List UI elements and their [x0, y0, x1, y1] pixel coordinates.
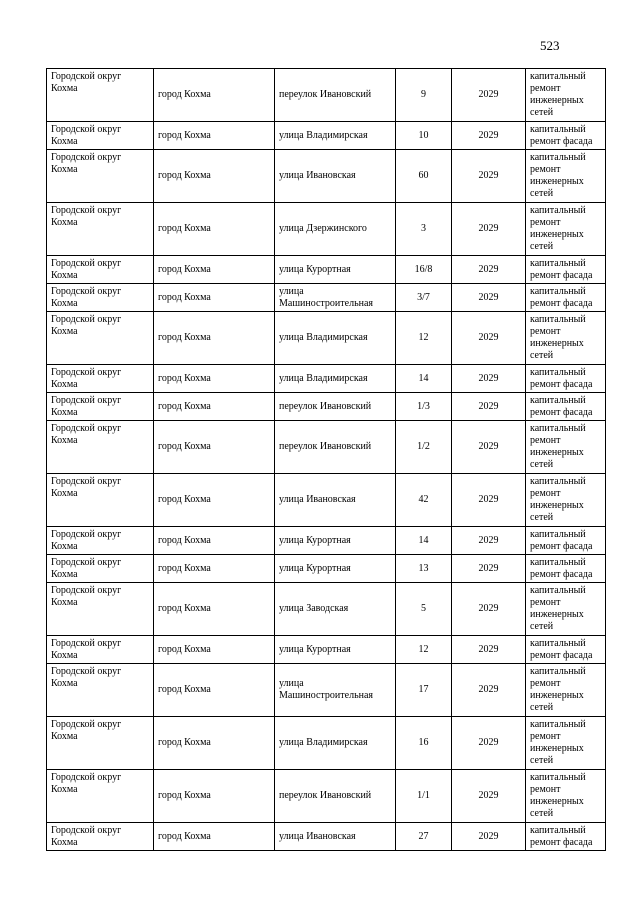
district-cell: Городской округ Кохма	[47, 527, 154, 555]
city-cell: город Кохма	[154, 365, 275, 393]
city-cell: город Кохма	[154, 393, 275, 421]
year-cell: 2029	[452, 150, 526, 203]
city-cell: город Кохма	[154, 421, 275, 474]
table-row	[47, 636, 606, 664]
city-cell: город Кохма	[154, 69, 275, 122]
street-cell: улица Машиностроительная	[275, 284, 396, 312]
year-cell: 2029	[452, 284, 526, 312]
year-cell: 2029	[452, 69, 526, 122]
table-row	[47, 474, 606, 527]
table-row	[47, 203, 606, 256]
district-cell: Городской округ Кохма	[47, 770, 154, 823]
work-type-cell: капитальный ремонт инженерных сетей	[526, 474, 606, 527]
house-cell: 27	[396, 823, 452, 851]
district-cell: Городской округ Кохма	[47, 664, 154, 717]
city-cell: город Кохма	[154, 122, 275, 150]
street-cell: улица Дзержинского	[275, 203, 396, 256]
table-row	[47, 69, 606, 122]
table-row	[47, 284, 606, 312]
district-cell: Городской округ Кохма	[47, 69, 154, 122]
year-cell: 2029	[452, 122, 526, 150]
city-cell: город Кохма	[154, 150, 275, 203]
work-type-cell: капитальный ремонт инженерных сетей	[526, 150, 606, 203]
city-cell: город Кохма	[154, 256, 275, 284]
street-cell: улица Курортная	[275, 527, 396, 555]
city-cell: город Кохма	[154, 636, 275, 664]
district-cell: Городской округ Кохма	[47, 555, 154, 583]
year-cell: 2029	[452, 312, 526, 365]
house-cell: 16	[396, 717, 452, 770]
district-cell: Городской округ Кохма	[47, 474, 154, 527]
house-cell: 14	[396, 365, 452, 393]
year-cell: 2029	[452, 770, 526, 823]
year-cell: 2029	[452, 555, 526, 583]
work-type-cell: капитальный ремонт фасада	[526, 365, 606, 393]
house-cell: 1/1	[396, 770, 452, 823]
city-cell: город Кохма	[154, 527, 275, 555]
street-cell: улица Заводская	[275, 583, 396, 636]
street-cell: улица Владимирская	[275, 717, 396, 770]
city-cell: город Кохма	[154, 474, 275, 527]
year-cell: 2029	[452, 527, 526, 555]
work-type-cell: капитальный ремонт инженерных сетей	[526, 69, 606, 122]
district-cell: Городской округ Кохма	[47, 122, 154, 150]
work-type-cell: капитальный ремонт инженерных сетей	[526, 664, 606, 717]
house-cell: 14	[396, 527, 452, 555]
house-cell: 60	[396, 150, 452, 203]
street-cell: улица Курортная	[275, 555, 396, 583]
district-cell: Городской округ Кохма	[47, 421, 154, 474]
street-cell: улица Машиностроительная	[275, 664, 396, 717]
city-cell: город Кохма	[154, 664, 275, 717]
street-cell: переулок Ивановский	[275, 393, 396, 421]
work-type-cell: капитальный ремонт фасада	[526, 823, 606, 851]
work-type-cell: капитальный ремонт инженерных сетей	[526, 421, 606, 474]
city-cell: город Кохма	[154, 717, 275, 770]
district-cell: Городской округ Кохма	[47, 583, 154, 636]
work-type-cell: капитальный ремонт инженерных сетей	[526, 770, 606, 823]
year-cell: 2029	[452, 393, 526, 421]
table-row	[47, 823, 606, 851]
table-row	[47, 717, 606, 770]
work-type-cell: капитальный ремонт фасада	[526, 256, 606, 284]
work-type-cell: капитальный ремонт фасада	[526, 527, 606, 555]
table-row	[47, 770, 606, 823]
house-cell: 12	[396, 636, 452, 664]
house-cell: 16/8	[396, 256, 452, 284]
year-cell: 2029	[452, 664, 526, 717]
table-row	[47, 256, 606, 284]
street-cell: улица Курортная	[275, 636, 396, 664]
housing-repair-table	[46, 68, 606, 851]
table-row	[47, 122, 606, 150]
district-cell: Городской округ Кохма	[47, 393, 154, 421]
street-cell: улица Ивановская	[275, 474, 396, 527]
street-cell: улица Владимирская	[275, 365, 396, 393]
street-cell: переулок Ивановский	[275, 421, 396, 474]
city-cell: город Кохма	[154, 583, 275, 636]
year-cell: 2029	[452, 583, 526, 636]
district-cell: Городской округ Кохма	[47, 256, 154, 284]
district-cell: Городской округ Кохма	[47, 823, 154, 851]
street-cell: улица Владимирская	[275, 122, 396, 150]
table-row	[47, 393, 606, 421]
house-cell: 9	[396, 69, 452, 122]
district-cell: Городской округ Кохма	[47, 284, 154, 312]
year-cell: 2029	[452, 203, 526, 256]
street-cell: улица Ивановская	[275, 150, 396, 203]
work-type-cell: капитальный ремонт фасада	[526, 393, 606, 421]
street-cell: улица Курортная	[275, 256, 396, 284]
table-row	[47, 365, 606, 393]
house-cell: 12	[396, 312, 452, 365]
year-cell: 2029	[452, 256, 526, 284]
work-type-cell: капитальный ремонт инженерных сетей	[526, 312, 606, 365]
district-cell: Городской округ Кохма	[47, 636, 154, 664]
table-row	[47, 664, 606, 717]
year-cell: 2029	[452, 421, 526, 474]
year-cell: 2029	[452, 365, 526, 393]
house-cell: 10	[396, 122, 452, 150]
house-cell: 1/3	[396, 393, 452, 421]
street-cell: переулок Ивановский	[275, 69, 396, 122]
table-row	[47, 421, 606, 474]
district-cell: Городской округ Кохма	[47, 150, 154, 203]
city-cell: город Кохма	[154, 770, 275, 823]
district-cell: Городской округ Кохма	[47, 203, 154, 256]
year-cell: 2029	[452, 823, 526, 851]
house-cell: 3	[396, 203, 452, 256]
page-number: 523	[540, 38, 560, 53]
work-type-cell: капитальный ремонт фасада	[526, 636, 606, 664]
year-cell: 2029	[452, 474, 526, 527]
work-type-cell: капитальный ремонт фасада	[526, 122, 606, 150]
year-cell: 2029	[452, 636, 526, 664]
district-cell: Городской округ Кохма	[47, 365, 154, 393]
work-type-cell: капитальный ремонт инженерных сетей	[526, 583, 606, 636]
house-cell: 17	[396, 664, 452, 717]
city-cell: город Кохма	[154, 203, 275, 256]
house-cell: 1/2	[396, 421, 452, 474]
work-type-cell: капитальный ремонт фасада	[526, 555, 606, 583]
city-cell: город Кохма	[154, 823, 275, 851]
street-cell: улица Владимирская	[275, 312, 396, 365]
table-row	[47, 583, 606, 636]
district-cell: Городской округ Кохма	[47, 717, 154, 770]
house-cell: 5	[396, 583, 452, 636]
city-cell: город Кохма	[154, 555, 275, 583]
city-cell: город Кохма	[154, 312, 275, 365]
table-row	[47, 150, 606, 203]
table-row	[47, 555, 606, 583]
street-cell: улица Ивановская	[275, 823, 396, 851]
house-cell: 42	[396, 474, 452, 527]
work-type-cell: капитальный ремонт инженерных сетей	[526, 717, 606, 770]
house-cell: 13	[396, 555, 452, 583]
district-cell: Городской округ Кохма	[47, 312, 154, 365]
work-type-cell: капитальный ремонт фасада	[526, 284, 606, 312]
street-cell: переулок Ивановский	[275, 770, 396, 823]
work-type-cell: капитальный ремонт инженерных сетей	[526, 203, 606, 256]
table-row	[47, 527, 606, 555]
year-cell: 2029	[452, 717, 526, 770]
city-cell: город Кохма	[154, 284, 275, 312]
house-cell: 3/7	[396, 284, 452, 312]
table-row	[47, 312, 606, 365]
